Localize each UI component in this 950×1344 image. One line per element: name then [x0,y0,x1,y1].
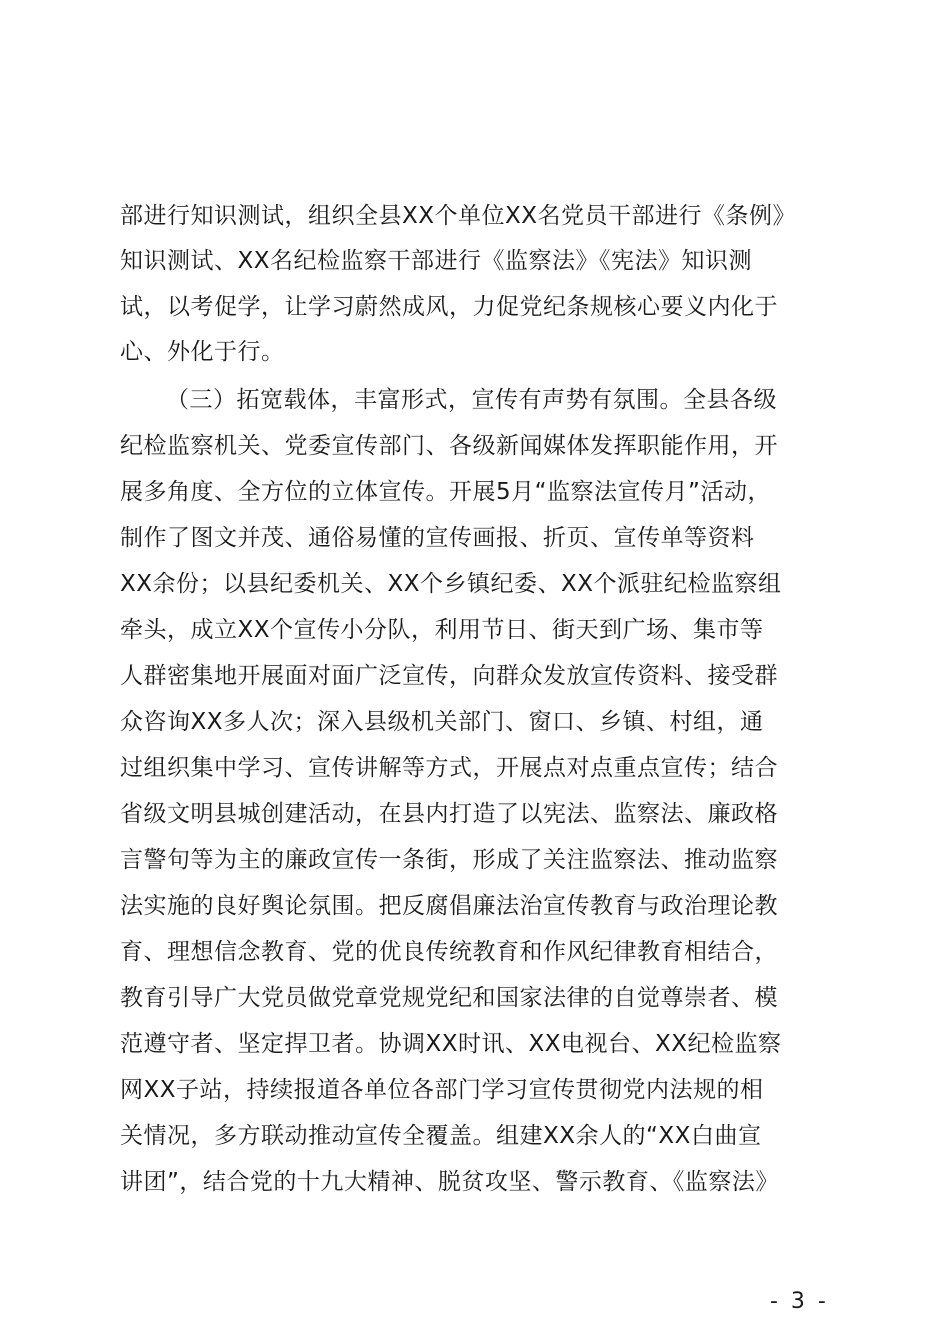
body-line: 制作了图文并茂、通俗易懂的宣传画报、折页、宣传单等资料 [120,525,755,551]
body-line: 讲团”，结合党的十九大精神、脱贫攻坚、警示教育、《监察法》 [120,1169,779,1195]
body-line: 关情况，多方联动推动宣传全覆盖。组建XX余人的“XX白曲宣 [120,1123,762,1149]
body-line: 言警句等为主的廉政宣传一条街，形成了关注监察法、推动监察 [120,847,778,873]
body-line: 试，以考促学，让学习蔚然成风，力促党纪条规核心要义内化于 [120,294,778,320]
body-line: 范遵守者、坚定捍卫者。协调XX时讯、XX电视台、XX纪检监察 [120,1031,782,1057]
body-line: 牵头，成立XX个宣传小分队，利用节日、街天到广场、集市等 [120,617,764,643]
body-line: 教育引导广大党员做党章党规党纪和国家法律的自觉尊崇者、模 [120,985,778,1011]
body-line: 部进行知识测试，组织全县XX个单位XX名党员干部进行《条例》 [120,203,797,229]
body-line: 省级文明县城创建活动，在县内打造了以宪法、监察法、廉政格 [120,801,778,827]
body-line: 人群密集地开展面对面广泛宣传，向群众发放宣传资料、接受群 [120,663,778,689]
body-line: 展多角度、全方位的立体宣传。开展5月“监察法宣传月”活动， [120,479,771,505]
body-line: 纪检监察机关、党委宣传部门、各级新闻媒体发挥职能作用，开 [120,433,778,459]
body-line: 众咨询XX多人次；深入县级机关部门、窗口、乡镇、村组，通 [120,709,764,735]
page-number: - 3 - [770,1289,829,1314]
body-line: 法实施的良好舆论氛围。把反腐倡廉法治宣传教育与政治理论教 [120,893,778,919]
body-line: 知识测试、XX名纪检监察干部进行《监察法》《宪法》知识测 [120,248,753,274]
body-line: 育、理想信念教育、党的优良传统教育和作风纪律教育相结合， [120,939,778,965]
body-line: 心、外化于行。 [120,339,285,365]
body-line: XX余份；以县纪委机关、XX个乡镇纪委、XX个派驻纪检监察组 [120,571,782,597]
body-line: 过组织集中学习、宣传讲解等方式，开展点对点重点宣传；结合 [120,755,778,781]
section-heading-line: （三）拓宽载体，丰富形式，宣传有声势有氛围。全县各级 [166,387,777,413]
body-line: 网XX子站，持续报道各单位各部门学习宣传贯彻党内法规的相 [120,1077,764,1103]
